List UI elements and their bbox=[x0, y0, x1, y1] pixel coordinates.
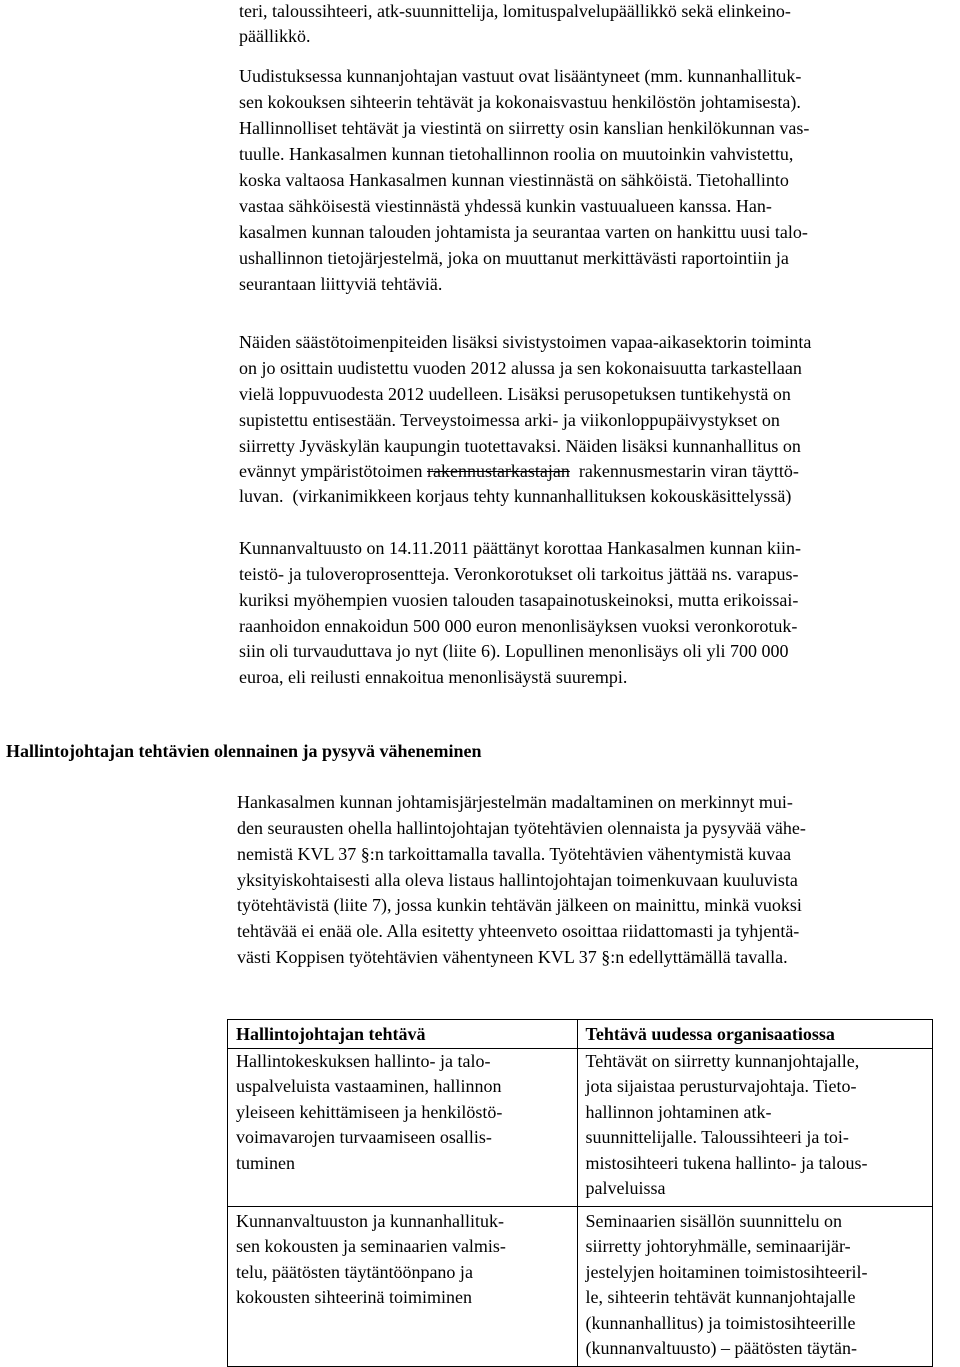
cell-line: hallinnon johtaminen atk- bbox=[585, 1101, 772, 1122]
text-line: vielä loppuvuodesta 2012 uudelleen. Lisäksi perusopetuksen tuntikehystä on bbox=[239, 384, 791, 404]
section-heading: Hallintojohtajan tehtävien olennainen ja pysyvä väheneminen bbox=[6, 741, 482, 761]
text-line: seurantaan liittyviä tehtäviä. bbox=[239, 274, 443, 294]
text-line: Hallinnolliset tehtävät ja viestintä on siirretty osin kanslian henkilökunnan vas- bbox=[239, 118, 810, 138]
text-span: evännyt ympäristötoimen bbox=[239, 461, 427, 481]
table-row bbox=[228, 1206, 933, 1366]
text-line: siirretty Jyväskylän kaupungin tuotettavaksi. Näiden lisäksi kunnanhallitus on bbox=[239, 436, 801, 456]
cell-line: le, sihteerin tehtävät kunnanjohtajalle bbox=[585, 1287, 856, 1307]
cell-line: siirretty johtoryhmälle, seminaarijär- bbox=[585, 1236, 851, 1256]
cell-line: palveluissa bbox=[585, 1178, 666, 1198]
table-cell bbox=[228, 1206, 578, 1366]
table-row bbox=[228, 1048, 933, 1206]
text-line: kasalmen kunnan talouden johtamista ja seurantaa varten on hankittu uusi talo- bbox=[239, 222, 808, 242]
cell-line: voimavarojen turvaamiseen osallis- bbox=[236, 1127, 492, 1147]
cell-line: yleiseen kehittämiseen ja henkilöstö- bbox=[236, 1101, 503, 1122]
text-line: Kunnanvaltuusto on 14.11.2011 päättänyt korottaa Hankasalmen kunnan kiin- bbox=[239, 538, 802, 558]
cell-line: jestelyjen hoitaminen toimistosihteeril- bbox=[585, 1261, 868, 1282]
text-line: Näiden säästötoimenpiteiden lisäksi sivistystoimen vapaa-aikasektorin toiminta bbox=[239, 332, 812, 352]
text-line: den seurausten ohella hallintojohtajan työtehtävien olennaista ja pysyvää vähe- bbox=[237, 818, 806, 838]
text-line: päällikkö. bbox=[239, 26, 311, 46]
cell-line: Seminaarien sisällön suunnittelu on bbox=[585, 1210, 842, 1231]
cell-line: Tehtävät on siirretty kunnanjohtajalle, bbox=[585, 1050, 860, 1071]
text-line: raanhoidon ennakoidun 500 000 euron menonlisäyksen vuoksi veronkorotuk- bbox=[239, 616, 798, 636]
text-line: on jo osittain uudistettu vuoden 2012 alussa ja sen kokonaisuutta tarkastellaan bbox=[239, 358, 802, 378]
table-header-cell: Hallintojohtajan tehtävä bbox=[228, 1020, 578, 1049]
text-line-with-strikethrough bbox=[239, 459, 799, 484]
cell-line: telu, päätösten täytäntöönpano ja bbox=[236, 1261, 473, 1282]
text-line: työtehtävistä (liite 7), jossa kunkin tehtävän jälkeen on mainittu, minkä vuoksi bbox=[237, 895, 802, 915]
text-line: euroa, eli reilusti ennakoitua menonlisäystä suurempi. bbox=[239, 667, 628, 687]
cell-line: (kunnanhallitus) ja toimistosihteerille bbox=[585, 1312, 856, 1333]
text-line: Hankasalmen kunnan johtamisjärjestelmän madaltaminen on merkinnyt mui- bbox=[237, 792, 793, 812]
cell-line: uspalveluista vastaaminen, hallinnon bbox=[236, 1076, 502, 1096]
text-line: vastaa sähköisestä viestinnästä yhdessä kunkin vastuualueen kanssa. Han- bbox=[239, 196, 772, 216]
text-line: luvan. (virkanimikkeen korjaus tehty kunnanhallituksen kokouskäsittelyssä) bbox=[239, 486, 792, 506]
cell-line: (kunnanvaltuusto) – päätösten täytän- bbox=[585, 1338, 857, 1358]
text-span: rakennusmestarin viran täyttö- bbox=[569, 461, 799, 481]
duties-table bbox=[227, 1019, 933, 1367]
cell-line: tuminen bbox=[236, 1152, 295, 1173]
cell-line: jota sijaistaa perusturvajohtaja. Tieto- bbox=[585, 1076, 857, 1096]
text-line: kuriksi myöhempien vuosien talouden tasapainotuskeinoksi, mutta erikoissai- bbox=[239, 590, 799, 610]
text-line: tuulle. Hankasalmen kunnan tietohallinnon roolia on muutoinkin vahvistettu, bbox=[239, 144, 794, 164]
cell-line: suunnittelijalle. Taloussihteeri ja toi- bbox=[585, 1127, 849, 1147]
text-line: västi Koppisen työtehtävien vähentyneen KVL 37 §:n edellyttämällä tavalla. bbox=[237, 947, 788, 967]
text-line: supistettu entisestään. Terveystoimessa arki- ja viikonloppupäivystykset on bbox=[239, 410, 780, 430]
cell-line: mistosihteeri tukena hallinto- ja talous- bbox=[585, 1152, 868, 1173]
text-line: yksityiskohtaisesti alla oleva listaus hallintojohtajan toimenkuvaan kuuluvista bbox=[237, 870, 798, 890]
text-line: ushallinnon tietojärjestelmä, joka on muuttanut merkittävästi raportointiin ja bbox=[239, 248, 789, 268]
cell-line: kokousten sihteerinä toimiminen bbox=[236, 1287, 472, 1307]
struck-text: rakennustarkastajan bbox=[426, 461, 570, 481]
table-header-row bbox=[228, 1020, 933, 1049]
text-line: koska valtaosa Hankasalmen kunnan viestinnästä on sähköistä. Tietohallinto bbox=[239, 170, 789, 190]
cell-line: Hallintokeskuksen hallinto- ja talo- bbox=[236, 1050, 491, 1071]
cell-line: sen kokousten ja seminaarien valmis- bbox=[236, 1236, 506, 1256]
text-line: teistö- ja tuloveroprosentteja. Veronkorotukset oli tarkoitus jättää ns. varapus- bbox=[239, 564, 799, 584]
table-cell bbox=[228, 1048, 578, 1206]
text-line: siin oli turvauduttava jo nyt (liite 6). Lopullinen menonlisäys oli yli 700 000 bbox=[239, 641, 789, 661]
text-line: tehtävää ei enää ole. Alla esitetty yhteenveto osoittaa riidattomasti ja tyhjentä- bbox=[237, 921, 800, 941]
cell-line: Kunnanvaltuuston ja kunnanhallituk- bbox=[236, 1210, 504, 1231]
table-header-cell: Tehtävä uudessa organisaatiossa bbox=[577, 1020, 932, 1049]
table-cell bbox=[577, 1206, 932, 1366]
text-line: sen kokouksen sihteerin tehtävät ja kokonaisvastuu henkilöstön johtamisesta). bbox=[239, 92, 801, 112]
text-line: Uudistuksessa kunnanjohtajan vastuut ovat lisääntyneet (mm. kunnanhallituk- bbox=[239, 66, 802, 86]
table-cell bbox=[577, 1048, 932, 1206]
text-line: nemistä KVL 37 §:n tarkoittamalla tavalla. Työtehtävien vähentymistä kuvaa bbox=[237, 844, 792, 864]
text-line: teri, taloussihteeri, atk-suunnittelija, lomituspalvelupäällikkö sekä elinkeino- bbox=[239, 1, 791, 21]
